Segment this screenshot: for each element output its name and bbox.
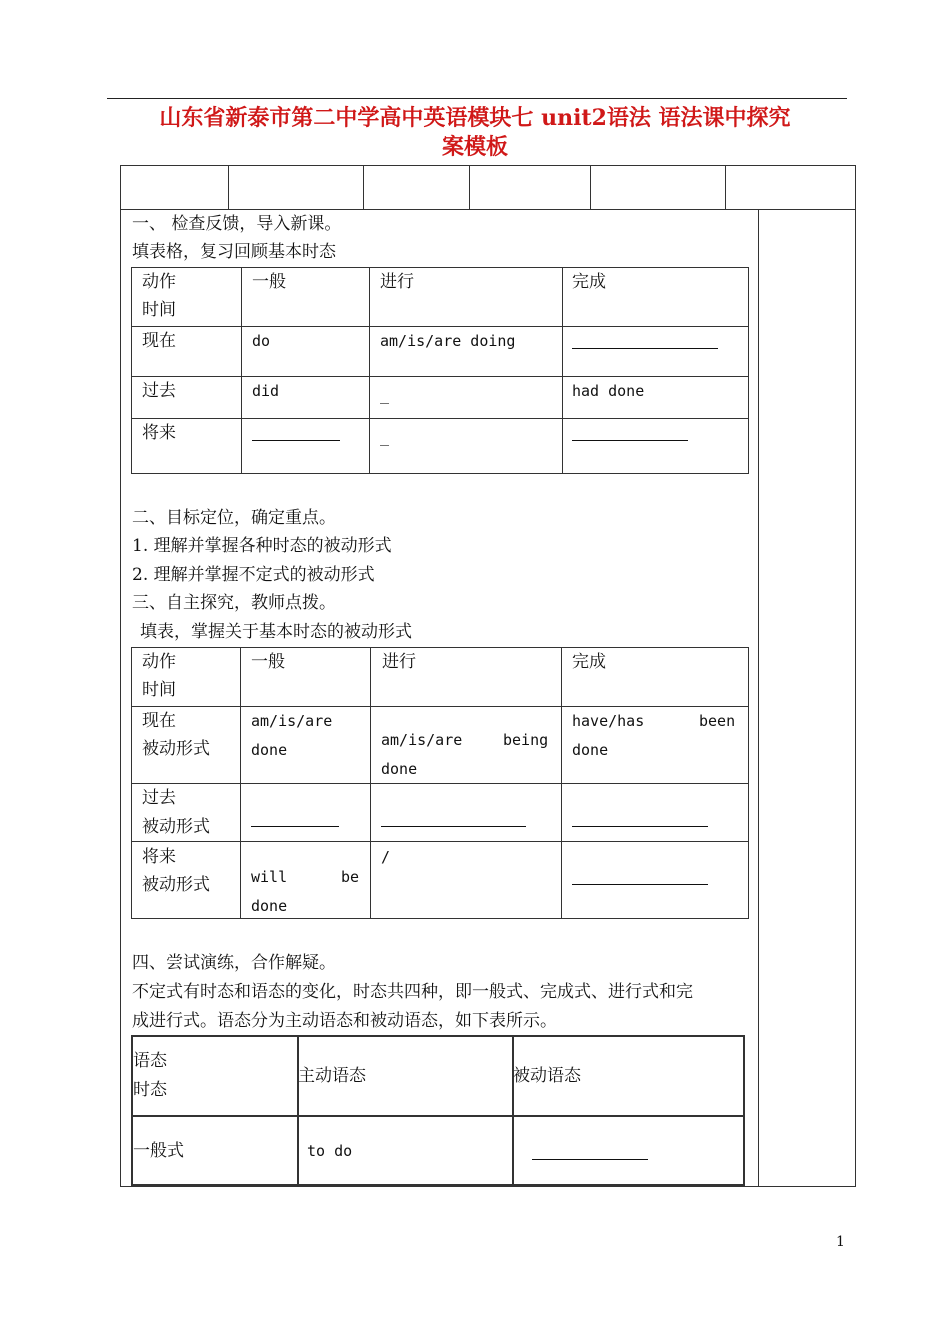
row-label: 被动形式 (142, 875, 210, 895)
header-divider (590, 166, 591, 209)
col-divider (512, 1037, 514, 1184)
passive-table (131, 647, 749, 919)
row-divider (132, 783, 748, 784)
row-label: 过去 (142, 788, 176, 808)
row-divider (132, 376, 748, 377)
answer-blank (572, 826, 708, 827)
section3-intro: 填表，掌握关于基本时态的被动形式 (140, 622, 412, 642)
header-divider (725, 166, 726, 209)
answer-blank (532, 1159, 648, 1160)
answer-blank (251, 826, 339, 827)
row-label: 被动形式 (142, 739, 210, 759)
section1-intro: 填表格，复习回顾基本时态 (132, 242, 336, 262)
answer-blank (572, 440, 688, 441)
title-line-1: 山东省新泰市第二中学高中英语模块七 unit2语法 语法课中探究 (159, 105, 791, 131)
corner-bottom: 时态 (133, 1080, 167, 1100)
header-cell: 一般 (252, 272, 286, 292)
header-divider (228, 166, 229, 209)
header-cell: 完成 (572, 652, 606, 672)
table-cell: have/has (572, 712, 645, 730)
table-cell: _ (380, 386, 390, 404)
row-label: 过去 (142, 381, 176, 401)
table-cell: did (252, 382, 280, 400)
answer-blank (572, 348, 718, 349)
corner-bottom: 时间 (142, 680, 176, 700)
header-divider (469, 166, 470, 209)
table-cell: do (252, 332, 271, 350)
row-label: 将来 (142, 423, 176, 443)
table-cell: been (699, 712, 736, 730)
table-cell: am/is/are doing (380, 332, 516, 350)
row-label: 被动形式 (142, 817, 210, 837)
header-divider (363, 166, 364, 209)
table-cell: done (572, 741, 609, 759)
row-divider (132, 418, 748, 419)
answer-blank (252, 440, 340, 441)
objective-item: 1. 理解并掌握各种时态的被动形式 (132, 536, 392, 556)
corner-bottom: 时间 (142, 300, 176, 320)
corner-top: 动作 (142, 652, 176, 672)
col-divider (241, 268, 242, 473)
row-label: 一般式 (133, 1141, 184, 1161)
section3-heading: 三、自主探究，教师点拨。 (132, 593, 336, 613)
title-line-2: 案模板 (441, 134, 508, 160)
table-cell: done (381, 760, 418, 778)
table-cell: be (341, 868, 360, 886)
header-cell: 一般 (251, 652, 285, 672)
page-number: 1 (836, 1234, 845, 1250)
row-divider (132, 841, 748, 842)
col-divider (297, 1037, 299, 1184)
row-label: 将来 (142, 847, 176, 867)
row-divider (132, 706, 748, 707)
answer-blank (572, 884, 708, 885)
margin-column-divider (758, 209, 759, 1186)
section1-heading: 一、 检查反馈，导入新课。 (132, 214, 342, 234)
header-cell: 进行 (382, 652, 416, 672)
row-label: 现在 (142, 711, 176, 731)
infinitive-table (131, 1035, 745, 1186)
page-title (100, 104, 850, 162)
table-cell: had done (572, 382, 645, 400)
col-divider (369, 268, 370, 473)
tense-table (131, 267, 749, 474)
header-cell: 进行 (380, 272, 414, 292)
table-cell: done (251, 741, 288, 759)
table-cell: will (251, 868, 288, 886)
header-cell: 被动语态 (513, 1066, 581, 1086)
row-divider (133, 1115, 743, 1117)
corner-top: 语态 (133, 1051, 167, 1071)
section4-paragraph: 不定式有时态和语态的变化，时态共四种，即一般式、完成式、进行式和完 (132, 982, 693, 1002)
answer-blank (381, 826, 526, 827)
table-cell: am/is/are (251, 712, 333, 730)
section4-paragraph: 成进行式。语态分为主动语态和被动语态，如下表所示。 (132, 1011, 557, 1031)
col-divider (562, 268, 563, 473)
top-rule (107, 98, 847, 99)
header-cell: 主动语态 (298, 1066, 366, 1086)
table-cell: done (251, 897, 288, 915)
section4-heading: 四、尝试演练，合作解疑。 (132, 953, 336, 973)
table-cell: to do (307, 1142, 353, 1160)
section2-heading: 二、目标定位，确定重点。 (132, 508, 336, 528)
table-cell: am/is/are (381, 731, 463, 749)
table-cell: / (381, 848, 391, 866)
table-cell: being (503, 731, 549, 749)
table-cell: _ (380, 428, 390, 446)
objective-item: 2. 理解并掌握不定式的被动形式 (132, 565, 375, 585)
corner-top: 动作 (142, 272, 176, 292)
header-cell: 完成 (572, 272, 606, 292)
row-label: 现在 (142, 331, 176, 351)
